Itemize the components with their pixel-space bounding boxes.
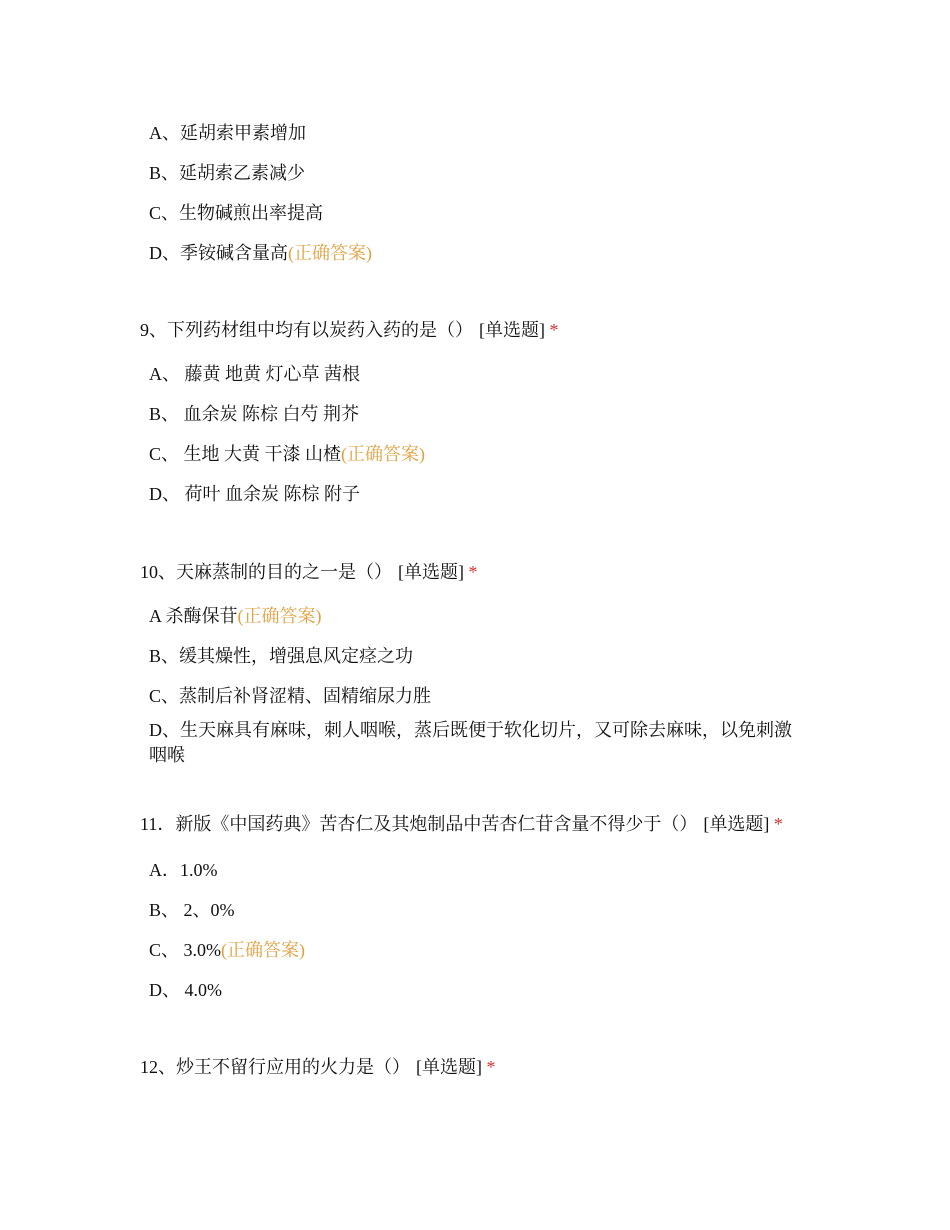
q8-option-c bbox=[149, 201, 809, 226]
q11-title bbox=[140, 811, 840, 837]
option-text: D、季铵碱含量高 bbox=[149, 243, 288, 263]
option-text: B、延胡索乙素减少 bbox=[149, 163, 306, 183]
option-text: A、 藤黄 地黄 灯心草 茜根 bbox=[149, 364, 360, 384]
question-text: 12、炒王不留行应用的火力是（） bbox=[140, 1057, 410, 1077]
q8-option-d bbox=[149, 241, 809, 266]
q9-option-b bbox=[149, 402, 809, 427]
q8-option-a bbox=[149, 121, 809, 146]
question-type: [单选题] bbox=[398, 562, 464, 582]
question-text: 11．新版《中国药典》苦杏仁及其炮制品中苦杏仁苷含量不得少于（） bbox=[140, 814, 698, 834]
required-mark: * bbox=[468, 562, 478, 582]
q12-title bbox=[140, 1054, 840, 1080]
q10-option-d bbox=[149, 718, 804, 768]
q9-option-a bbox=[149, 362, 809, 387]
required-mark: * bbox=[486, 1057, 496, 1077]
question-text: 9、下列药材组中均有以炭药入药的是（） bbox=[140, 320, 473, 340]
correct-answer-tag: (正确答案) bbox=[341, 444, 426, 464]
q11-option-b bbox=[149, 898, 809, 923]
q9-option-c bbox=[149, 442, 809, 467]
correct-answer-tag: (正确答案) bbox=[288, 243, 372, 263]
question-type: [单选题] bbox=[479, 320, 545, 340]
correct-answer-tag: (正确答案) bbox=[221, 940, 305, 960]
q9-option-d bbox=[149, 482, 809, 507]
question-type: [单选题] bbox=[416, 1057, 482, 1077]
option-text: C、蒸制后补肾涩精、固精缩尿力胜 bbox=[149, 686, 432, 706]
q11-option-d bbox=[149, 978, 809, 1003]
option-text: C、 生地 大黄 干漆 山楂 bbox=[149, 444, 342, 464]
required-mark: * bbox=[773, 814, 783, 834]
required-mark: * bbox=[549, 320, 559, 340]
question-type: [单选题] bbox=[703, 814, 770, 834]
q10-option-b bbox=[149, 644, 809, 669]
q11-option-a bbox=[149, 858, 809, 883]
option-text: B、 血余炭 陈棕 白芍 荆芥 bbox=[149, 404, 360, 424]
option-text: D、 荷叶 血余炭 陈棕 附子 bbox=[149, 484, 360, 504]
option-text: B、缓其燥性，增强息风定痉之功 bbox=[149, 646, 414, 666]
option-text: D、生天麻具有麻味，刺人咽喉，蒸后既便于软化切片，又可除去麻味，以免刺激咽喉 bbox=[149, 720, 792, 765]
q11-option-c bbox=[149, 938, 809, 963]
option-text: A．1.0% bbox=[149, 860, 218, 880]
option-text: A、延胡索甲素增加 bbox=[149, 123, 306, 143]
option-text: C、 3.0% bbox=[149, 940, 221, 960]
q8-option-b bbox=[149, 161, 809, 186]
q10-title bbox=[140, 559, 840, 585]
option-text: C、生物碱煎出率提高 bbox=[149, 203, 324, 223]
q9-title bbox=[140, 317, 840, 343]
option-text: A 杀酶保苷 bbox=[149, 606, 238, 626]
correct-answer-tag: (正确答案) bbox=[237, 606, 322, 626]
option-text: B、 2、0% bbox=[149, 900, 235, 920]
q10-option-c bbox=[149, 684, 809, 709]
q10-option-a bbox=[149, 604, 809, 629]
option-text: D、 4.0% bbox=[149, 980, 222, 1000]
question-text: 10、天麻蒸制的目的之一是（） bbox=[140, 562, 392, 582]
